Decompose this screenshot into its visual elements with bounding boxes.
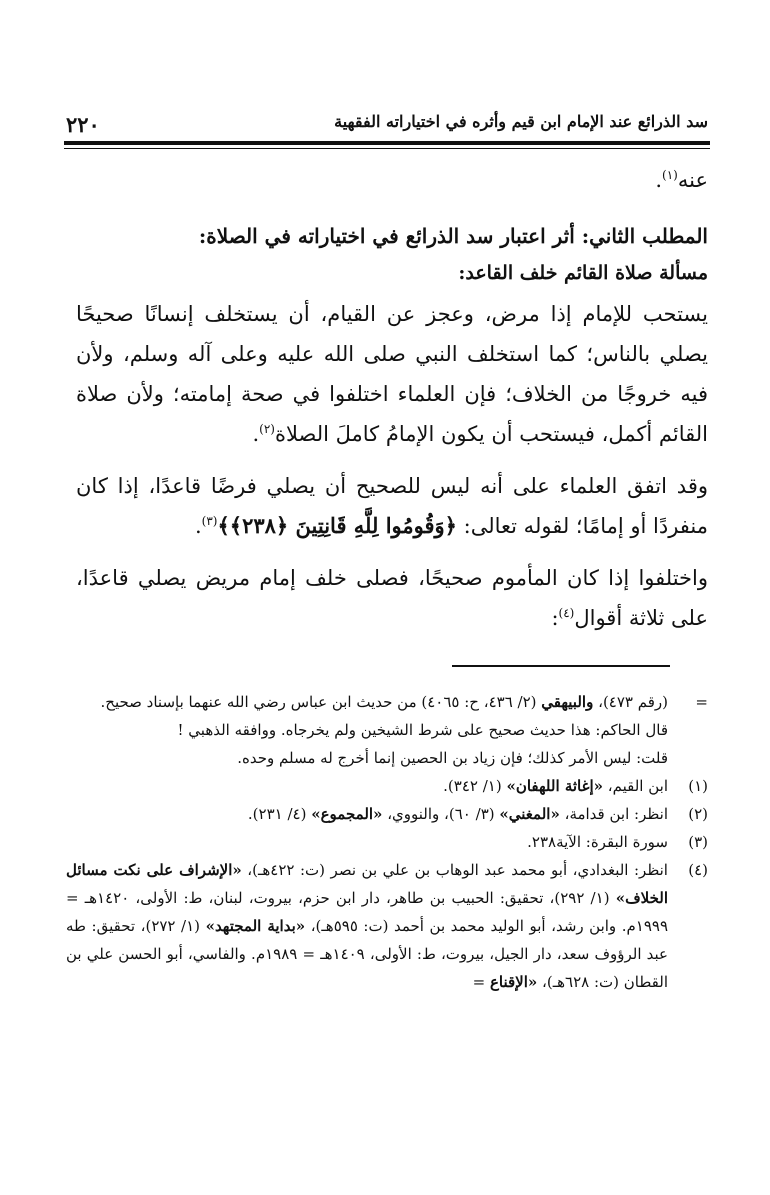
footnote-marker: = (695, 693, 708, 711)
continuation-line: عنه$^{(١)}$. (655, 168, 708, 192)
footnote-3: (٣) سورة البقرة: الآية٢٣٨. (66, 828, 708, 856)
header-rule-thick (64, 141, 710, 145)
footnote-marker: (٤) (688, 861, 708, 879)
page-number: ٢٢٠ (66, 112, 100, 137)
footnote-ref-3[interactable]: (٣) (201, 514, 218, 528)
running-title: سد الذرائع عند الإمام ابن قيم وأثره في اختياراته الفقهية (334, 112, 708, 131)
footnote-ref-1[interactable]: (١) (662, 168, 678, 182)
footnote-separator (452, 665, 670, 667)
paragraph-1: يستحب للإمام إذا مرض، وعجز عن القيام، أن يستخلف إنسانًا صحيحًا يصلي بالناس؛ كما استخلف النبي صلى الله عليه وعلى آله وسلم، ولأن فيه خروجًا من الخلاف؛ فإن العلماء اختلفوا في صحة إمامته؛ ولأن صلاة القائم أكمل، فيستحب أن يكون الإمامُ كاملَ الصلاة$^{(٢)}$. (76, 302, 708, 446)
quran-verse: ﴿وَقُومُوا لِلَّهِ قَانِتِينَ ﴿٢٣٨﴾﴾ (217, 513, 457, 538)
footnote-1: (١) ابن القيم، «إغاثة اللهفان» (١/ ٣٤٢). (66, 772, 708, 800)
issue-title: مسألة صلاة القائم خلف القاعد: (458, 262, 708, 284)
main-text (76, 160, 708, 650)
footnote-4: (٤) انظر: البغدادي، أبو محمد عبد الوهاب بن علي بن نصر (ت: ٤٢٢هـ)، «الإشراف على نكت مسائل الخلاف» (١/ ٢٩٢)، تحقيق: الحبيب بن طاهر، دار ابن حزم، بيروت، لبنان، ط: الأولى، ١٤٢٠هـ = ١٩٩٩م. وابن رشد، أبو الوليد محمد بن أحمد (ت: ٥٩٥هـ)، «بداية المجتهد» (١/ ٢٧٢)، تحقيق: طه عبد الرؤوف سعد، دار الجيل، بيروت، ط: الأولى، ١٤٠٩هـ = ١٩٨٩م. والفاسي، أبو الحسن علي بن القطان (ت: ٦٢٨هـ)، «الإقناع = (66, 856, 708, 996)
footnotes (66, 688, 708, 996)
header-rule-thin (64, 148, 710, 149)
paragraph-2: وقد اتفق العلماء على أنه ليس للصحيح أن يصلي فرضًا قاعدًا، إذا كان منفردًا أو إمامًا؛ لقوله تعالى: ﴿وَقُومُوا لِلَّهِ قَانِتِينَ ﴿٢٣٨﴾﴾$^{(٣)}$. (76, 474, 708, 538)
footnote-continuation: = (رقم ٤٧٣)، والبيهقي (٢/ ٤٣٦، ح: ٤٠٦٥) من حديث ابن عباس رضي الله عنهما بإسناد صحيح. قال الحاكم: هذا حديث صحيح على شرط الشيخين ولم يخرجاه. ووافقه الذهبي ! قلت: ليس الأمر كذلك؛ فإن زياد بن الحصين إنما أخرج له مسلم وحده. (66, 688, 708, 772)
page-header (66, 112, 708, 137)
footnote-marker: (١) (688, 777, 708, 795)
footnote-marker: (٣) (688, 833, 708, 851)
section-heading: المطلب الثاني: أثر اعتبار سد الذرائع في اختياراته في الصلاة: (198, 224, 708, 248)
footnote-ref-4[interactable]: (٤) (558, 606, 575, 620)
paragraph-3: واختلفوا إذا كان المأموم صحيحًا، فصلى خلف إمام مريض يصلي قاعدًا، على ثلاثة أقوال$^{(٤)}$: (76, 566, 708, 630)
footnote-marker: (٢) (688, 805, 708, 823)
footnote-2: (٢) انظر: ابن قدامة، «المغني» (٣/ ٦٠)، والنووي، «المجموع» (٤/ ٢٣١). (66, 800, 708, 828)
footnote-ref-2[interactable]: (٢) (259, 422, 275, 436)
